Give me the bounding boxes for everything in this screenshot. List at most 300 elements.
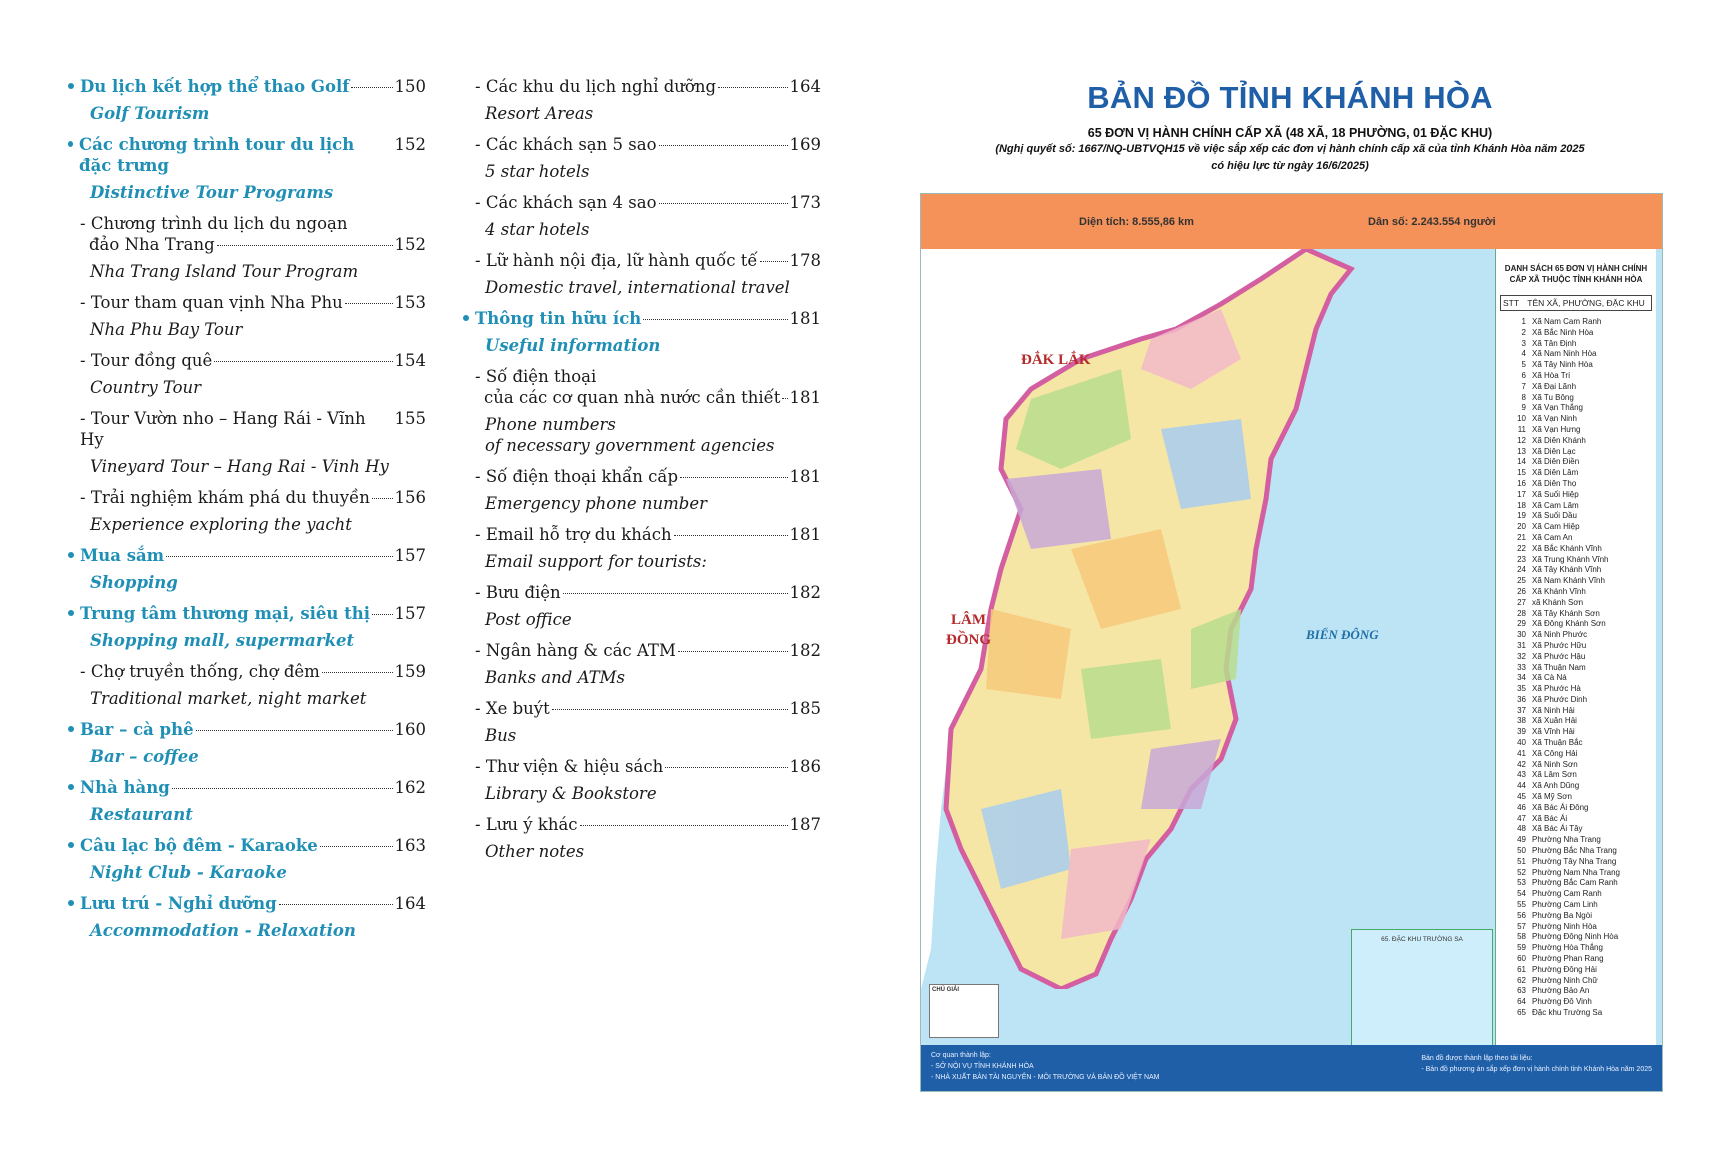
toc-entry-english: Shopping mall, supermarket bbox=[90, 631, 355, 650]
unit-row bbox=[1496, 544, 1656, 555]
unit-row bbox=[1496, 738, 1656, 749]
toc-entry bbox=[475, 308, 821, 366]
toc-entry-english: Post office bbox=[485, 610, 572, 629]
toc-entry-title: - Email hỗ trợ du khách bbox=[475, 525, 672, 544]
toc-entry-title: Trung tâm thương mại, siêu thị bbox=[80, 604, 371, 623]
unit-name: Phường Tây Nha Trang bbox=[1532, 856, 1617, 866]
label-lamdong-2: ĐỒNG bbox=[946, 632, 991, 648]
toc-leader-dots bbox=[643, 319, 787, 320]
toc-entry-title: - Tour Vườn nho – Hang Rái - Vĩnh Hy bbox=[80, 409, 366, 449]
toc-entry-line bbox=[475, 466, 821, 487]
unit-row bbox=[1496, 900, 1656, 911]
toc-entry-title: Nhà hàng bbox=[80, 778, 170, 797]
unit-row bbox=[1496, 868, 1656, 879]
unit-name: Xã Diên Thọ bbox=[1532, 478, 1577, 488]
unit-number: 24 bbox=[1517, 565, 1526, 575]
toc-entry-line bbox=[475, 524, 821, 545]
toc-entry-english: Other notes bbox=[485, 842, 585, 861]
unit-name: Phường Đông Ninh Hòa bbox=[1532, 932, 1619, 942]
toc-entry-line bbox=[475, 308, 821, 329]
toc-entry-line bbox=[80, 661, 426, 682]
toc-entry-line bbox=[80, 76, 426, 97]
unit-number: 35 bbox=[1517, 684, 1526, 694]
toc-entry-title: Du lịch kết hợp thể thao Golf bbox=[80, 77, 350, 96]
toc-entry bbox=[80, 213, 426, 292]
unit-number: 49 bbox=[1517, 835, 1526, 845]
unit-name: Xã Diên Khánh bbox=[1532, 435, 1586, 445]
toc-leader-dots bbox=[659, 145, 788, 146]
toc-entry-english: Emergency phone number bbox=[485, 494, 707, 513]
unit-name: Xã Vạn Ninh bbox=[1532, 414, 1577, 424]
unit-name: Xã Mỹ Sơn bbox=[1532, 792, 1572, 802]
unit-number: 13 bbox=[1517, 446, 1526, 456]
unit-row bbox=[1496, 835, 1656, 846]
unit-name: Xã Anh Dũng bbox=[1532, 781, 1580, 791]
unit-name: Xã Phước Dinh bbox=[1532, 694, 1588, 704]
unit-number: 56 bbox=[1517, 910, 1526, 920]
map-area: Diện tích: 8.555,86 km bbox=[1079, 216, 1194, 228]
unit-name: Xã Xuân Hải bbox=[1532, 716, 1577, 726]
unit-name: Xã Bác Ái Tây bbox=[1532, 824, 1583, 834]
toc-entry-english: Restaurant bbox=[90, 805, 193, 824]
toc-entry-english: Bus bbox=[485, 726, 517, 745]
toc-entry bbox=[80, 487, 426, 545]
unit-row bbox=[1496, 501, 1656, 512]
footer-right: Bản đồ được thành lập theo tài liệu: - Bản đồ phương án sắp xếp đơn vị hành chính tỉnh Khánh Hòa năm 2025 bbox=[1421, 1055, 1652, 1073]
toc-entry bbox=[475, 640, 821, 698]
unit-name: Xã Tây Ninh Hòa bbox=[1532, 360, 1593, 370]
unit-name: Xã Thuận Bắc bbox=[1532, 738, 1583, 748]
toc-entry-line bbox=[80, 719, 426, 740]
unit-name: Xã Cam Lâm bbox=[1532, 500, 1579, 510]
toc-entry-english: 5 star hotels bbox=[485, 162, 590, 181]
toc-entry-title: Thông tin hữu ích bbox=[475, 309, 642, 328]
unit-row bbox=[1496, 619, 1656, 630]
toc-page-number: 155 bbox=[394, 409, 426, 428]
toc-entry-english: Experience exploring the yacht bbox=[90, 515, 352, 534]
toc-entry-title: - Xe buýt bbox=[475, 699, 550, 718]
unit-row bbox=[1496, 630, 1656, 641]
unit-number: 46 bbox=[1517, 802, 1526, 812]
toc-entry-english: Nha Phu Bay Tour bbox=[90, 320, 243, 339]
toc-entry-line bbox=[475, 76, 821, 97]
toc-entry bbox=[80, 661, 426, 719]
unit-name: Phường Bắc Cam Ranh bbox=[1532, 878, 1618, 888]
unit-row bbox=[1496, 447, 1656, 458]
map-note-line1: (Nghị quyết số: 1667/NQ-UBTVQH15 về việc sắp xếp các đơn vị hành chính cấp xã của tỉnh Khánh Hòa năm 2025 bbox=[995, 143, 1585, 155]
unit-name: xã Khánh Sơn bbox=[1532, 597, 1584, 607]
map-footer bbox=[921, 1045, 1662, 1091]
unit-name: Phường Đô Vinh bbox=[1532, 997, 1592, 1007]
unit-row bbox=[1496, 360, 1656, 371]
toc-page-number: 163 bbox=[394, 836, 426, 855]
unit-name: Phường Ninh Hòa bbox=[1532, 921, 1597, 931]
toc-page-number: 164 bbox=[789, 77, 821, 96]
toc-page-number: 154 bbox=[394, 351, 426, 370]
toc-entry bbox=[475, 524, 821, 582]
map-header-bar bbox=[921, 194, 1662, 249]
toc-entry-line bbox=[475, 582, 821, 603]
toc-entry bbox=[475, 582, 821, 640]
toc-leader-dots bbox=[345, 303, 393, 304]
unit-row bbox=[1496, 576, 1656, 587]
map-note-line2: có hiệu lực từ ngày 16/6/2025) bbox=[1211, 160, 1369, 172]
unit-row bbox=[1496, 922, 1656, 933]
unit-row bbox=[1496, 414, 1656, 425]
unit-number: 32 bbox=[1517, 651, 1526, 661]
toc-page-number: 187 bbox=[789, 815, 821, 834]
unit-list-header bbox=[1500, 295, 1652, 311]
toc-page-number: 185 bbox=[789, 699, 821, 718]
unit-row bbox=[1496, 393, 1656, 404]
unit-number: 41 bbox=[1517, 748, 1526, 758]
unit-number: 28 bbox=[1517, 608, 1526, 618]
unit-number: 62 bbox=[1517, 975, 1526, 985]
unit-number: 47 bbox=[1517, 813, 1526, 823]
map-title-block bbox=[920, 80, 1660, 174]
unit-number: 21 bbox=[1517, 532, 1526, 542]
unit-name: Phường Ninh Chữ bbox=[1532, 975, 1598, 985]
unit-row bbox=[1496, 878, 1656, 889]
unit-name: Phường Đông Hải bbox=[1532, 964, 1597, 974]
toc-entry-line bbox=[475, 192, 821, 213]
unit-row bbox=[1496, 652, 1656, 663]
unit-list bbox=[1495, 249, 1656, 1049]
unit-number: 19 bbox=[1517, 511, 1526, 521]
unit-name: Xã Cà Ná bbox=[1532, 673, 1567, 683]
legend-title: CHÚ GIẢI bbox=[932, 987, 959, 993]
unit-row bbox=[1496, 371, 1656, 382]
toc-entry-line bbox=[80, 234, 426, 255]
unit-row bbox=[1496, 727, 1656, 738]
unit-number: 37 bbox=[1517, 705, 1526, 715]
toc-page-number: 152 bbox=[394, 235, 426, 254]
footer-left: Cơ quan thành lập: - SỞ NỘI VỤ TỈNH KHÁNH HÒA - NHÀ XUẤT BẢN TÀI NGUYÊN - MÔI TRƯỜNG VÀ BẢN ĐỒ VIỆT NAM bbox=[931, 1052, 1160, 1081]
toc-page-number: 181 bbox=[789, 467, 821, 486]
toc-entry-english: Phone numbers bbox=[485, 415, 616, 434]
toc-page-number: 152 bbox=[394, 135, 426, 154]
toc-entry bbox=[80, 835, 426, 893]
toc-entry-title: Mua sắm bbox=[80, 546, 165, 565]
toc-entry-english: Useful information bbox=[485, 336, 661, 355]
unit-number: 25 bbox=[1517, 576, 1526, 586]
unit-row bbox=[1496, 976, 1656, 987]
toc-leader-dots bbox=[322, 672, 393, 673]
unit-number: 4 bbox=[1521, 349, 1526, 359]
toc-entry-title: - Số điện thoại khẩn cấp bbox=[475, 467, 679, 486]
unit-number: 31 bbox=[1517, 640, 1526, 650]
unit-row bbox=[1496, 436, 1656, 447]
unit-number: 26 bbox=[1517, 586, 1526, 596]
unit-name: Xã Trung Khánh Vĩnh bbox=[1532, 554, 1609, 564]
toc-entry bbox=[80, 545, 426, 603]
unit-name: Xã Cam Hiệp bbox=[1532, 522, 1580, 532]
unit-row bbox=[1496, 328, 1656, 339]
unit-number: 44 bbox=[1517, 781, 1526, 791]
unit-name: Phường Nha Trang bbox=[1532, 835, 1601, 845]
toc-entry-line bbox=[80, 350, 426, 371]
unit-row bbox=[1496, 468, 1656, 479]
unit-number: 30 bbox=[1517, 630, 1526, 640]
toc-entry-title: - Tour tham quan vịnh Nha Phu bbox=[80, 293, 343, 312]
toc-entry-title: đảo Nha Trang bbox=[89, 235, 215, 254]
unit-row bbox=[1496, 609, 1656, 620]
unit-number: 12 bbox=[1517, 435, 1526, 445]
unit-list-title: DANH SÁCH 65 ĐƠN VỊ HÀNH CHÍNH CẤP XÃ THUỘC TỈNH KHÁNH HÒA bbox=[1504, 264, 1648, 284]
unit-number: 17 bbox=[1517, 489, 1526, 499]
unit-row bbox=[1496, 695, 1656, 706]
toc-leader-dots bbox=[665, 767, 787, 768]
unit-number: 53 bbox=[1517, 878, 1526, 888]
unit-row bbox=[1496, 857, 1656, 868]
unit-name: Xã Bác Ái bbox=[1532, 813, 1568, 823]
unit-name: Phường Hòa Thắng bbox=[1532, 943, 1603, 953]
unit-name: Xã Hòa Trí bbox=[1532, 370, 1571, 380]
toc-entry-line bbox=[475, 387, 821, 408]
toc-entry-title: - Lữ hành nội địa, lữ hành quốc tế bbox=[475, 251, 758, 270]
toc-entry-title: - Các khách sạn 5 sao bbox=[475, 135, 657, 154]
unit-number: 1 bbox=[1521, 317, 1526, 326]
unit-row bbox=[1496, 598, 1656, 609]
unit-name: Xã Bắc Ninh Hòa bbox=[1532, 327, 1594, 337]
toc-entry-line bbox=[80, 603, 426, 624]
toc-leader-dots bbox=[782, 398, 787, 399]
toc-entry-line bbox=[80, 545, 426, 566]
unit-row bbox=[1496, 382, 1656, 393]
unit-row bbox=[1496, 846, 1656, 857]
unit-name: Xã Suối Dầu bbox=[1532, 511, 1577, 521]
unit-number: 64 bbox=[1517, 997, 1526, 1007]
map-subtitle: 65 ĐƠN VỊ HÀNH CHÍNH CẤP XÃ (48 XÃ, 18 PHƯỜNG, 01 ĐẶC KHU) bbox=[1087, 126, 1493, 140]
toc-entry bbox=[475, 76, 821, 134]
toc-entry-title: - Các khách sạn 4 sao bbox=[475, 193, 657, 212]
toc-entry-title: - Lưu ý khác bbox=[475, 815, 578, 834]
toc-entry-english: 4 star hotels bbox=[485, 220, 590, 239]
unit-row bbox=[1496, 673, 1656, 684]
unit-row bbox=[1496, 792, 1656, 803]
unit-number: 57 bbox=[1517, 921, 1526, 931]
unit-number: 20 bbox=[1517, 522, 1526, 532]
unit-row bbox=[1496, 522, 1656, 533]
toc-entry bbox=[80, 893, 426, 951]
unit-name: Xã Ninh Sơn bbox=[1532, 759, 1578, 769]
unit-name: Xã Phước Hà bbox=[1532, 684, 1581, 694]
toc-entry-title: - Thư viện & hiệu sách bbox=[475, 757, 664, 776]
toc-page-number: 162 bbox=[394, 778, 426, 797]
unit-row bbox=[1496, 824, 1656, 835]
toc-entry bbox=[475, 756, 821, 814]
unit-name: Xã Diên Điền bbox=[1532, 457, 1580, 467]
unit-name: Phường Nam Nha Trang bbox=[1532, 867, 1620, 877]
unit-number: 8 bbox=[1521, 392, 1526, 402]
unit-name: Xã Tây Khánh Vĩnh bbox=[1532, 565, 1602, 575]
unit-row bbox=[1496, 479, 1656, 490]
unit-number: 23 bbox=[1517, 554, 1526, 564]
unit-name: Phường Cam Ranh bbox=[1532, 889, 1602, 899]
toc-entry-line bbox=[80, 134, 426, 176]
unit-row bbox=[1496, 965, 1656, 976]
unit-row bbox=[1496, 803, 1656, 814]
toc-page-number: 150 bbox=[394, 77, 426, 96]
toc-leader-dots bbox=[214, 361, 392, 362]
toc-leader-dots bbox=[563, 593, 788, 594]
toc-entry-english: Domestic travel, international travel bbox=[485, 278, 790, 297]
toc-entry-english: Accommodation - Relaxation bbox=[90, 921, 356, 940]
toc-leader-dots bbox=[760, 261, 788, 262]
unit-number: 29 bbox=[1517, 619, 1526, 629]
unit-row bbox=[1496, 490, 1656, 501]
unit-name: Xã Suối Hiệp bbox=[1532, 489, 1579, 499]
unit-row bbox=[1496, 663, 1656, 674]
unit-name: Xã Bác Ái Đông bbox=[1532, 802, 1589, 812]
toc-leader-dots bbox=[217, 245, 393, 246]
unit-number: 50 bbox=[1517, 846, 1526, 856]
unit-name: Xã Tân Định bbox=[1532, 338, 1577, 348]
unit-row bbox=[1496, 814, 1656, 825]
toc-column-right bbox=[475, 76, 821, 872]
toc-entry-title: Các chương trình tour du lịch đặc trưng bbox=[79, 135, 355, 175]
unit-number: 54 bbox=[1517, 889, 1526, 899]
toc-leader-dots bbox=[674, 535, 788, 536]
toc-entry bbox=[80, 134, 426, 213]
unit-row bbox=[1496, 706, 1656, 717]
unit-row bbox=[1496, 986, 1656, 997]
unit-number: 18 bbox=[1517, 500, 1526, 510]
toc-page-number: 186 bbox=[789, 757, 821, 776]
label-daklak: ĐẮK LẮK bbox=[1021, 352, 1091, 368]
toc-entry-line bbox=[80, 408, 426, 450]
toc-entry-english: Vineyard Tour – Hang Rai - Vinh Hy bbox=[90, 457, 389, 476]
toc-entry-english: Traditional market, night market bbox=[90, 689, 367, 708]
map-title: BẢN ĐỒ TỈNH KHÁNH HÒA bbox=[1087, 80, 1493, 115]
unit-number: 9 bbox=[1521, 403, 1526, 413]
unit-row bbox=[1496, 317, 1656, 328]
unit-name: Phường Bảo An bbox=[1532, 986, 1590, 996]
toc-entry-line bbox=[475, 134, 821, 155]
toc-page-number: 153 bbox=[394, 293, 426, 312]
toc-page-number: 173 bbox=[789, 193, 821, 212]
toc-leader-dots bbox=[718, 87, 787, 88]
unit-name: Đặc khu Trường Sa bbox=[1532, 1008, 1603, 1017]
toc-entry-english-2: of necessary government agencies bbox=[485, 436, 775, 455]
unit-name: Xã Khánh Vĩnh bbox=[1532, 586, 1586, 596]
unit-name: Xã Bắc Khánh Vĩnh bbox=[1532, 543, 1602, 553]
toc-page-number: 164 bbox=[394, 894, 426, 913]
unit-name: Xã Tây Khánh Sơn bbox=[1532, 608, 1600, 618]
unit-name: Xã Vĩnh Hải bbox=[1532, 727, 1575, 737]
unit-row bbox=[1496, 457, 1656, 468]
unit-name: Xã Vạn Thắng bbox=[1532, 403, 1584, 413]
map-legend-box bbox=[929, 984, 999, 1038]
toc-entry-english: Library & Bookstore bbox=[485, 784, 657, 803]
unit-row bbox=[1496, 932, 1656, 943]
toc-page-number: 181 bbox=[789, 525, 821, 544]
unit-number: 27 bbox=[1517, 597, 1526, 607]
toc-entry bbox=[475, 698, 821, 756]
unit-number: 43 bbox=[1517, 770, 1526, 780]
unit-name: Xã Ninh Phước bbox=[1532, 630, 1588, 640]
unit-row bbox=[1496, 760, 1656, 771]
unit-number: 3 bbox=[1521, 338, 1526, 348]
toc-entry bbox=[80, 76, 426, 134]
unit-number: 14 bbox=[1517, 457, 1526, 467]
unit-row bbox=[1496, 781, 1656, 792]
toc-entry-english: Shopping bbox=[90, 573, 178, 592]
unit-number: 34 bbox=[1517, 673, 1526, 683]
unit-row bbox=[1496, 684, 1656, 695]
unit-number: 6 bbox=[1521, 370, 1526, 380]
toc-entry bbox=[80, 408, 426, 487]
toc-page-number: 157 bbox=[394, 546, 426, 565]
toc-leader-dots bbox=[320, 846, 393, 847]
toc-leader-dots bbox=[196, 730, 393, 731]
toc-entry-english: Bar – coffee bbox=[90, 747, 199, 766]
toc-entry-english: Resort Areas bbox=[485, 104, 594, 123]
toc-entry-line bbox=[80, 835, 426, 856]
unit-row bbox=[1496, 555, 1656, 566]
toc-leader-dots bbox=[680, 477, 787, 478]
toc-page-number: 181 bbox=[789, 309, 821, 328]
unit-row bbox=[1496, 716, 1656, 727]
toc-entry-line bbox=[475, 814, 821, 835]
unit-number: 15 bbox=[1517, 468, 1526, 478]
unit-row bbox=[1496, 565, 1656, 576]
toc-entry bbox=[80, 292, 426, 350]
unit-number: 58 bbox=[1517, 932, 1526, 942]
toc-entry-line bbox=[80, 777, 426, 798]
unit-row bbox=[1496, 997, 1656, 1008]
unit-row bbox=[1496, 641, 1656, 652]
unit-number: 7 bbox=[1521, 381, 1526, 391]
unit-name: Xã Tu Bông bbox=[1532, 392, 1574, 402]
unit-row bbox=[1496, 511, 1656, 522]
unit-number: 16 bbox=[1517, 478, 1526, 488]
unit-number: 52 bbox=[1517, 867, 1526, 877]
toc-page-number: 156 bbox=[394, 488, 426, 507]
toc-page-number: 182 bbox=[789, 641, 821, 660]
unit-name: Phường Phan Rang bbox=[1532, 954, 1604, 964]
unit-number: 61 bbox=[1517, 964, 1526, 974]
toc-entry-line bbox=[80, 893, 426, 914]
toc-entry-title: - Các khu du lịch nghỉ dưỡng bbox=[475, 77, 717, 96]
toc-entry-line bbox=[80, 292, 426, 313]
label-bien-dong: BIỂN ĐÔNG bbox=[1306, 627, 1379, 642]
toc-entry-line bbox=[475, 698, 821, 719]
truong-sa-inset bbox=[1351, 929, 1493, 1049]
unit-row bbox=[1496, 587, 1656, 598]
toc-entry-line bbox=[475, 640, 821, 661]
toc-entry-line bbox=[475, 250, 821, 271]
toc-entry bbox=[475, 366, 821, 466]
unit-number: 42 bbox=[1517, 759, 1526, 769]
unit-name: Xã Diên Lạc bbox=[1532, 446, 1576, 456]
unit-row bbox=[1496, 954, 1656, 965]
unit-number: 36 bbox=[1517, 694, 1526, 704]
toc-entry bbox=[80, 603, 426, 661]
unit-number: 55 bbox=[1517, 900, 1526, 910]
toc-entry bbox=[475, 250, 821, 308]
unit-name: Xã Thuận Nam bbox=[1532, 662, 1586, 672]
province-map bbox=[920, 193, 1663, 1092]
unit-name: Xã Lâm Sơn bbox=[1532, 770, 1577, 780]
toc-entry-prefix: - Số điện thoại bbox=[475, 367, 597, 386]
unit-row bbox=[1496, 770, 1656, 781]
unit-name: Xã Phước Hữu bbox=[1532, 640, 1587, 650]
toc-leader-dots bbox=[166, 556, 392, 557]
map-population: Dân số: 2.243.554 người bbox=[1368, 216, 1496, 228]
unit-name: Xã Nam Ninh Hòa bbox=[1532, 349, 1597, 359]
toc-entry-english: Nha Trang Island Tour Program bbox=[90, 262, 359, 281]
